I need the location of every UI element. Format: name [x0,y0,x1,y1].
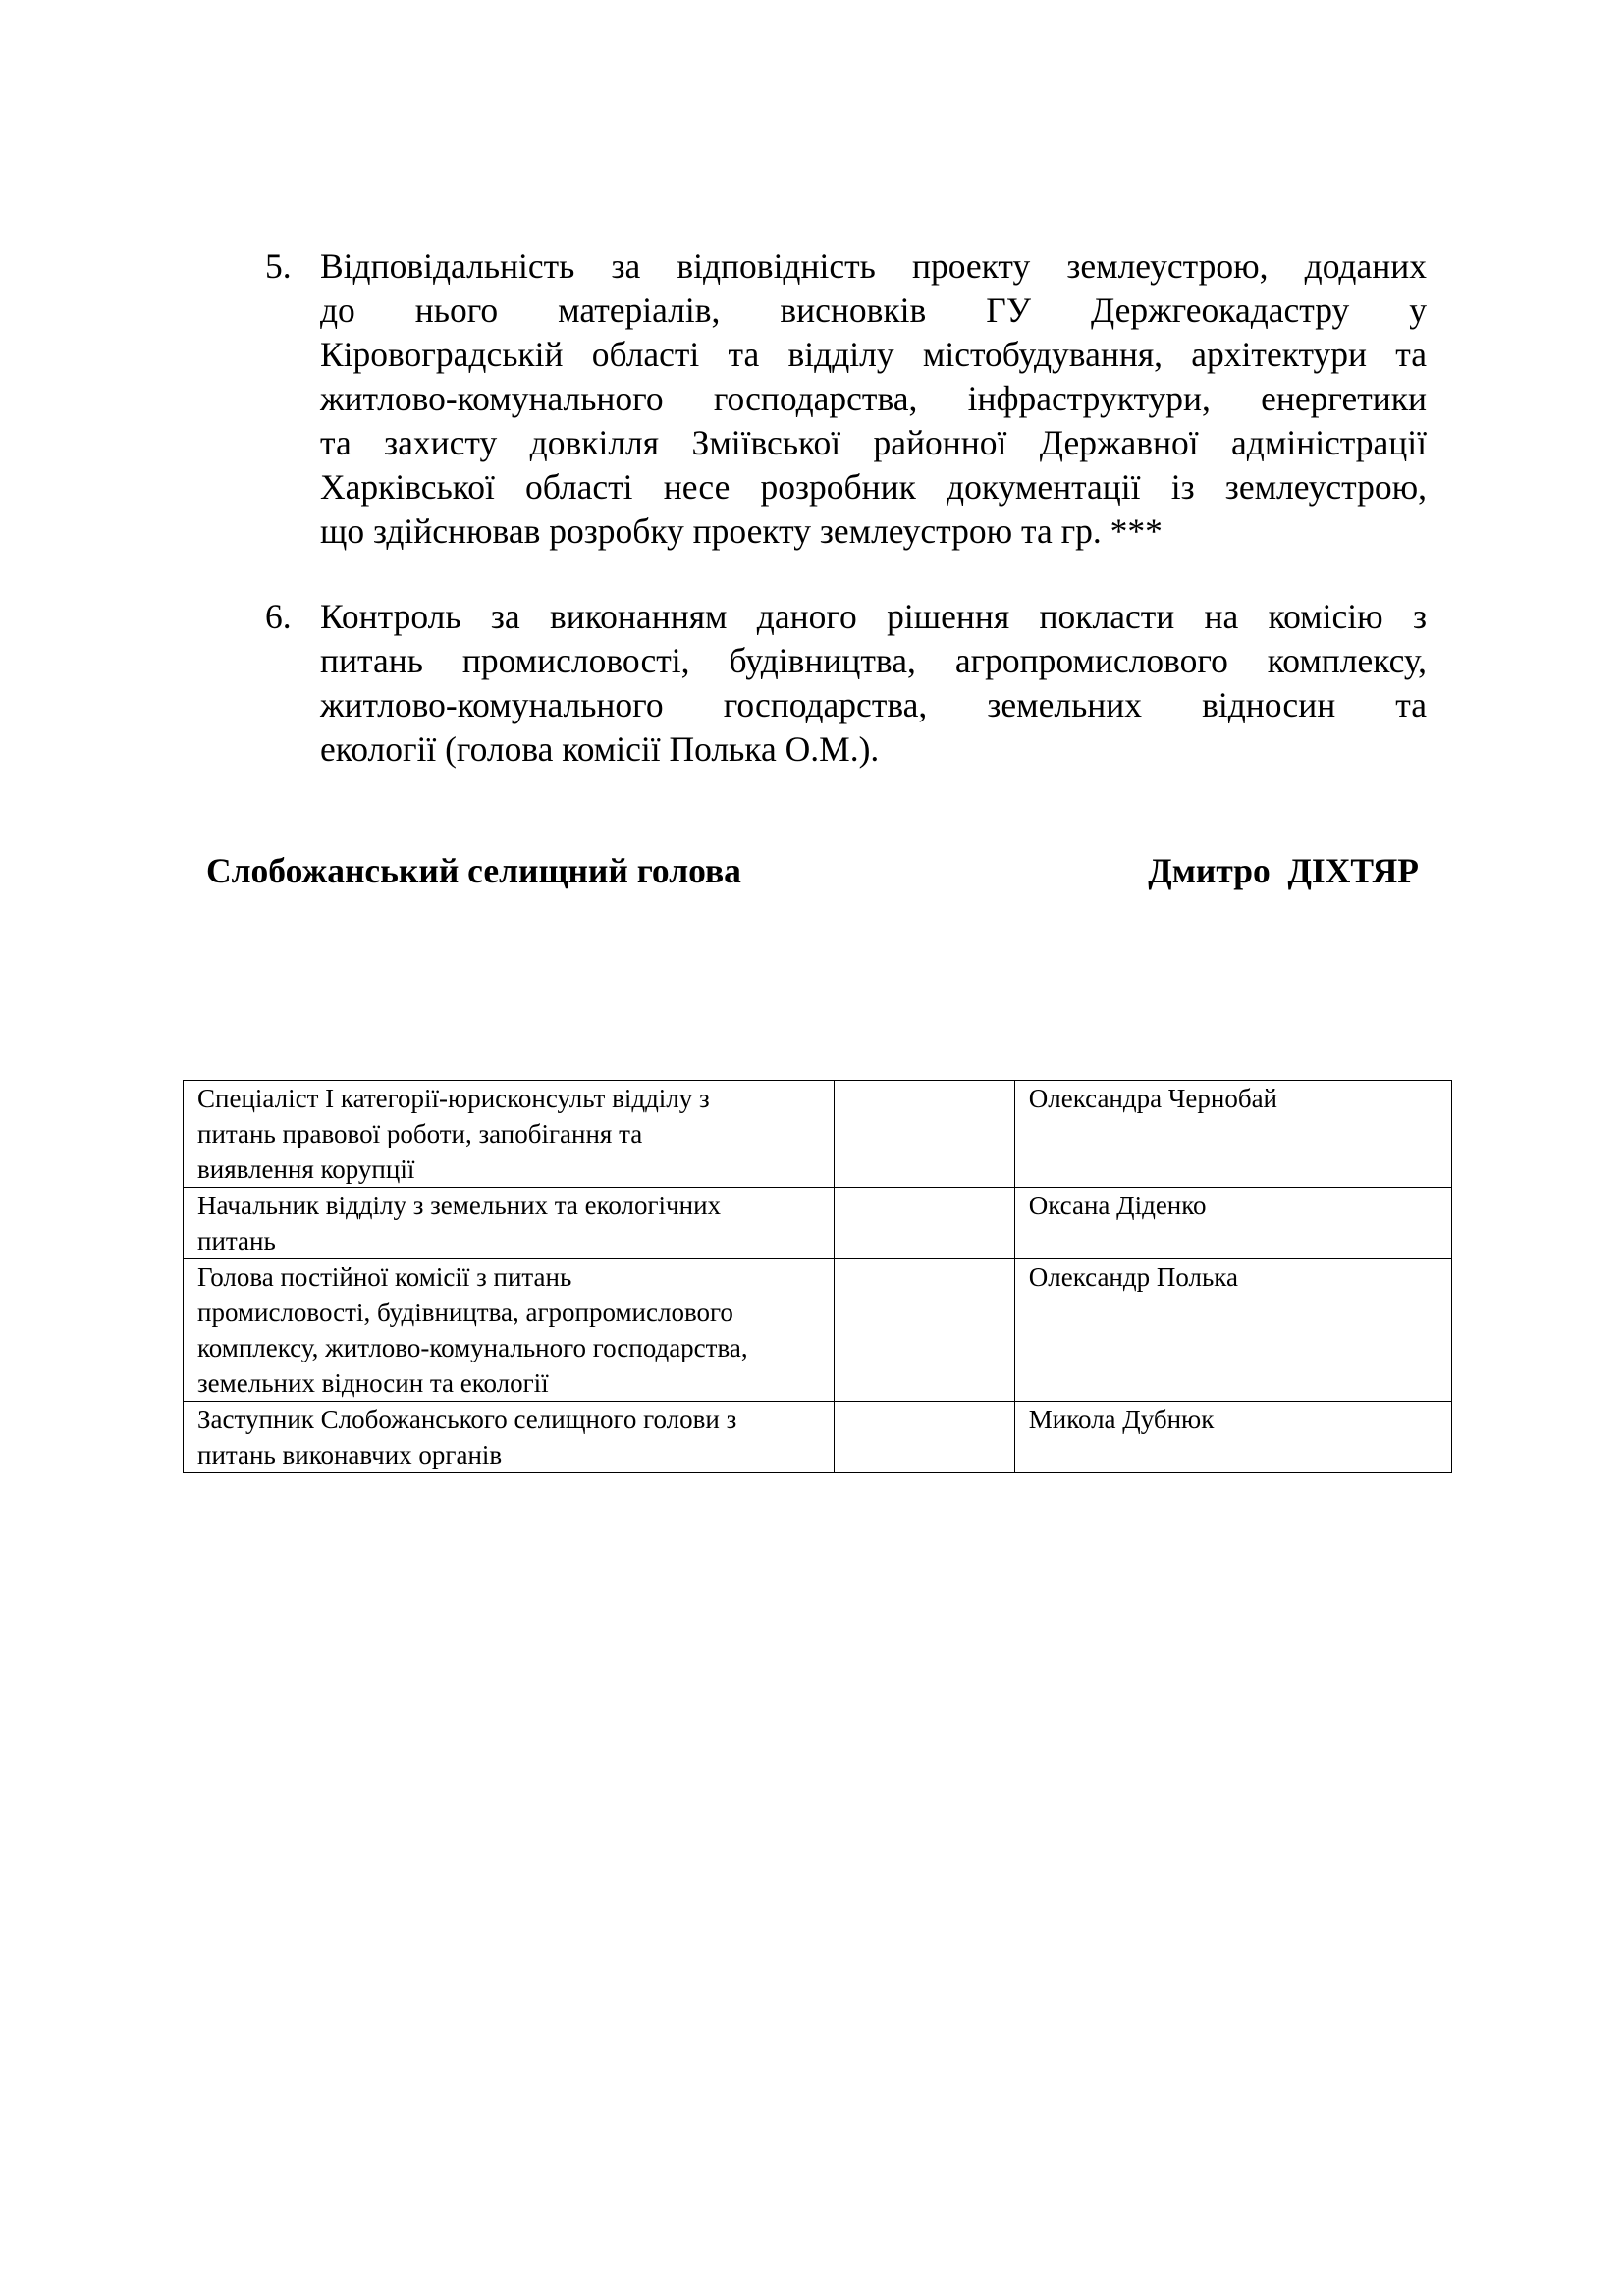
signature-cell [835,1259,1015,1402]
table-row [184,1188,1452,1259]
position-line: питань правової роботи, запобігання та [197,1119,643,1148]
position-cell [184,1188,835,1259]
name-cell: Олександра Чернобай [1014,1081,1451,1188]
paragraph-line: Харківської області несе розробник документації із землеустрою, [320,467,1427,507]
signature-cell [835,1188,1015,1259]
position-line: виявлення корупції [197,1154,415,1184]
paragraph-number: 5. [265,246,292,286]
name-cell: Оксана Діденко [1014,1188,1451,1259]
position-line: комплексу, житлово-комунального господарства, [197,1333,748,1362]
position-line: питань [197,1226,276,1255]
paragraph-line: екології (голова комісії Полька О.М.). [320,729,880,769]
position-cell [184,1402,835,1473]
position-line: Заступник Слобожанського селищного голови з [197,1405,737,1434]
paragraph-line: Відповідальність за відповідність проекту землеустрою, доданих [320,246,1427,286]
paragraph-number: 6. [265,597,292,636]
paragraph-line: Кіровоградській області та відділу містобудування, архітектури та [320,335,1427,374]
paragraph-line: питань промисловості, будівництва, агропромислового комплексу, [320,641,1427,680]
signature-cell [835,1081,1015,1188]
numbered-paragraph [265,595,1427,772]
position-cell [184,1259,835,1402]
table-row [184,1402,1452,1473]
position-line: Начальник відділу з земельних та екологічних [197,1191,722,1220]
signatory-name: Дмитро ДІХТЯР [1148,851,1419,890]
position-line: Спеціаліст І категорії-юрисконсульт відділу з [197,1084,710,1113]
table-row [184,1081,1452,1188]
paragraph-line: та захисту довкілля Зміївської районної Державної адміністрації [320,423,1427,462]
paragraph-line: житлово-комунального господарства, земельних відносин та [320,685,1427,724]
name-cell: Микола Дубнюк [1014,1402,1451,1473]
position-line: Голова постійної комісії з питань [197,1262,572,1292]
numbered-paragraph [265,244,1427,554]
paragraph-line: що здійснював розробку проекту землеустрою та гр. *** [320,511,1163,551]
position-line: промисловості, будівництва, агропромислового [197,1298,733,1327]
signatory-title: Слобожанський селищний голова [206,851,741,890]
position-line: питань виконавчих органів [197,1440,503,1469]
paragraph-text [320,595,1427,772]
position-line: земельних відносин та екології [197,1368,549,1398]
approval-table [183,1080,1452,1473]
name-cell: Олександр Полька [1014,1259,1451,1402]
paragraph-line: до нього матеріалів, висновків ГУ Держгеокадастру у [320,291,1427,330]
position-cell [184,1081,835,1188]
table-row [184,1259,1452,1402]
paragraph-line: житлово-комунального господарства, інфраструктури, енергетики [320,379,1427,418]
paragraph-line: Контроль за виконанням даного рішення покласти на комісію з [320,597,1427,636]
signature-cell [835,1402,1015,1473]
paragraph-text [320,244,1427,554]
